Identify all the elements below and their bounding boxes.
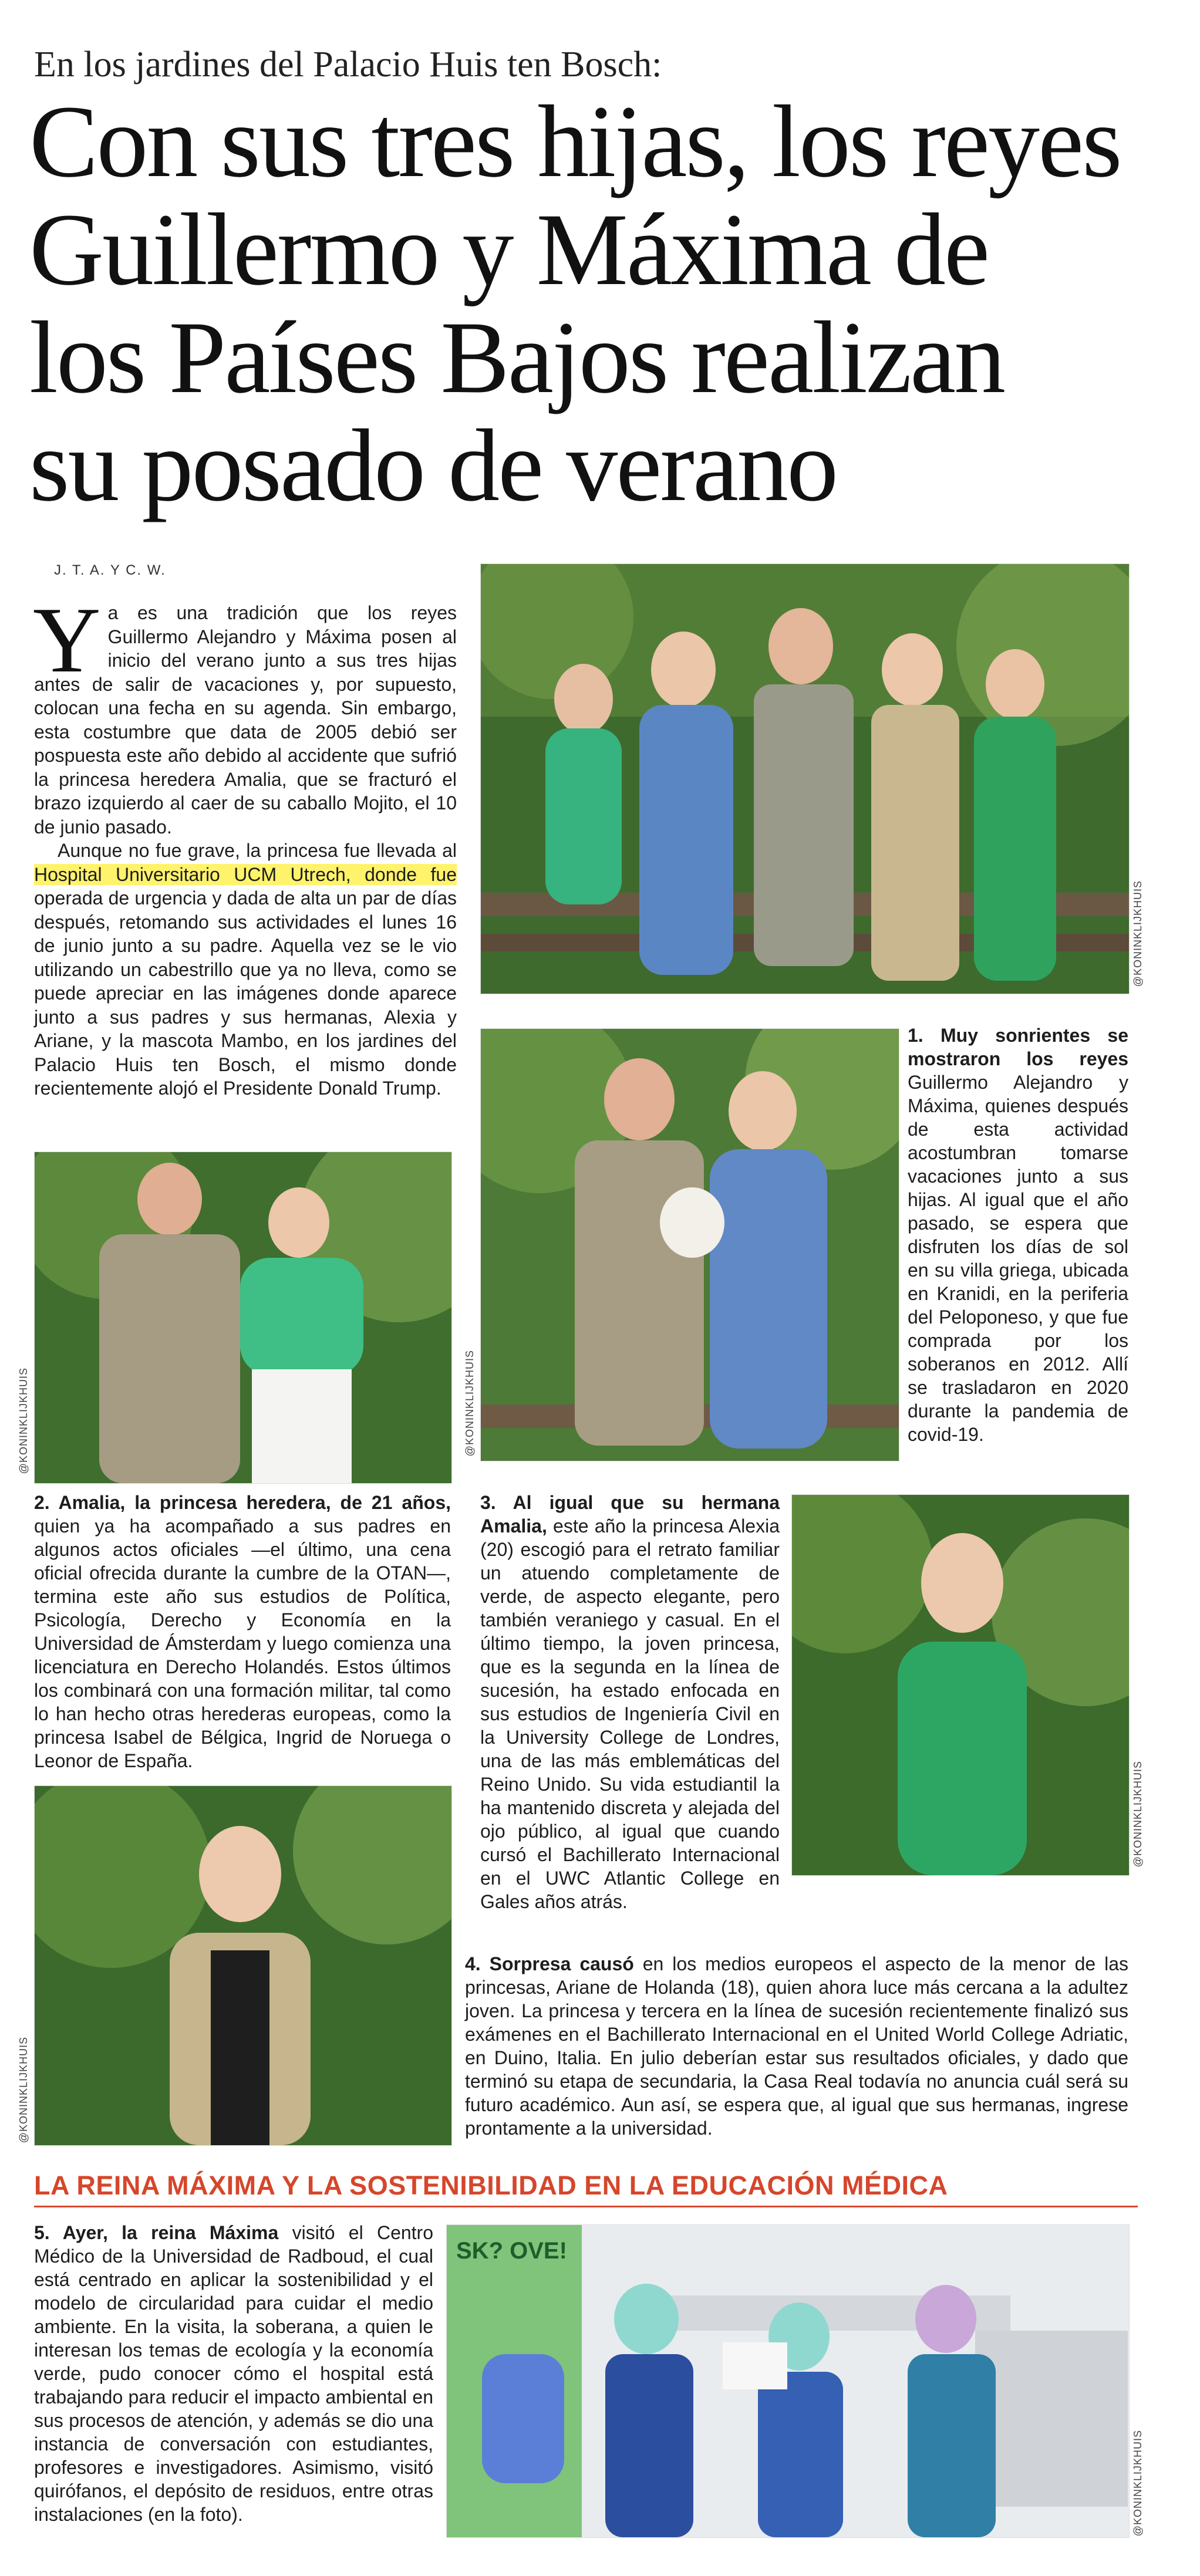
caption-4: 4. Sorpresa causó en los medios europeos el aspecto de la menor de las princesas, Ariane de Holanda (18), quien ahora luce más cercana a la adultez joven. La princesa y tercera en la línea de sucesión recientemente finalizó sus exámenes en el Bachillerato Internacional en el United World College Adriatic, en Duino, Italia. En julio deberían estar sus resultados oficiales, y dado que terminó su etapa de secundaria, la Casa Real todavía no anuncia cuál será su futuro académico. Aun así, se espera que, al igual que sus hermanas, ingrese prontamente a la universidad. (465, 1953, 1129, 2139)
ariane-photo (34, 1785, 452, 2146)
photo-credit-3: @KONINKLIJKHUIS (18, 1368, 29, 1474)
king-queen-photo (480, 1028, 899, 1461)
dropcap: Y (33, 588, 101, 692)
caption-5: 5. Ayer, la reina Máxima visitó el Centro Médico de la Universidad de Radboud, el cual está centrado en aplicar la sostenibilidad y el modelo de circularidad para cuidar el medio ambiente. En la visita, la soberana, a quien le interesan los temas de ecología y la economía verde, pudo conocer cómo el hospital está trabajando para reducir el impacto ambiental en sus procesos de atención, y además se dio una instancia de conversación con estudiantes, profesores e investigadores. Asimismo, visitó quirófanos, el depósito de residuos, entre otras instalaciones (en la foto). (34, 2222, 434, 2525)
headline (29, 85, 1157, 523)
byline: J. T. A. Y C. W. (54, 562, 166, 578)
section-title: LA REINA MÁXIMA Y LA SOSTENIBILIDAD EN LA EDUCACIÓN MÉDICA (34, 2170, 948, 2200)
photo-credit-1: @KONINKLIJKHUIS (1132, 880, 1144, 987)
kicker: En los jardines del Palacio Huis ten Bosch: (34, 45, 662, 85)
photo-credit-6: @KONINKLIJKHUIS (1132, 2430, 1144, 2537)
intro-paragraph-1: Ya es una tradición que los reyes Guillermo Alejandro y Máxima posen al inicio del verano junto a sus tres hijas antes de salir de vacaciones y, por supuesto, colocan una fecha en su agenda. Sin embargo, esta costumbre que data de 2005 debió ser pospuesta este año debido al accidente que sufrió la princesa heredera Amalia, que se fracturó el brazo izquierdo al caer de su caballo Mojito, el 10 de junio pasado. (33, 588, 457, 838)
headline-line-2: Guillermo y Máxima de (29, 193, 989, 307)
caption-1: 1. Muy sonrientes se mostraron los reyes Guillermo Alejandro y Máxima, quienes después de esta actividad acostumbran tomarse vacaciones junto a sus hijas. Al igual que el año pasado, se espera que disfruten los días de sol en su villa griega, ubicada en Kranidi, en la periferia del Peloponeso, y que fue comprada por los soberanos en 2012. Allí se trasladaron en 2020 durante la pandemia de covid-19. (908, 1025, 1128, 1445)
caption-2: 2. Amalia, la princesa heredera, de 21 años, quien ya ha acompañado a sus padres en algunos actos oficiales —el último, una cena oficial ofrecida durante la cumbre de la OTAN—, termina este año sus estudios de Política, Psicología, Derecho y Economía en la Universidad de Ámsterdam y luego comienza una licenciatura en Derecho Holandés. Estos últimos los combinará con una formación militar, tal como lo han hecho otras herederas europeas, como la princesa Isabel de Bélgica, Ingrid de Noruega o Leonor de España. (34, 1492, 451, 1771)
alexia-photo (791, 1494, 1130, 1876)
highlighted-text: Hospital Universitario UCM Utrech, donde fue (34, 863, 457, 885)
poster-text: SK? OVE! (456, 2238, 567, 2264)
hospital-visit-photo (446, 2224, 1130, 2538)
intro-text (33, 588, 457, 1100)
headline-line-1: Con sus tres hijas, los reyes (29, 85, 1121, 199)
family-portrait-photo (480, 563, 1130, 994)
photo-credit-5: @KONINKLIJKHUIS (18, 2037, 29, 2143)
headline-line-3: los Países Bajos realizan (29, 301, 1005, 415)
amalia-photo (34, 1152, 452, 1484)
photo-credit-2: @KONINKLIJKHUIS (464, 1350, 476, 1457)
intro-paragraph-2: Aunque no fue grave, la princesa fue llevada al Hospital Universitario UCM Utrech, donde fue operada de urgencia y dada de alta un par de días después, retomando sus actividades el lunes 16 de junio junto a su padre. Aquella vez se le vio utilizando un cabestrillo que ya no lleva, como se puede apreciar en las imágenes donde aparece junto a sus padres y sus hermanas, Alexia y Ariane, y la mascota Mambo, en los jardines del Palacio Huis ten Bosch, el mismo donde recientemente alojó el Presidente Donald Trump. (34, 840, 457, 1099)
caption-3: 3. Al igual que su hermana Amalia, este año la princesa Alexia (20) escogió para el retrato familiar un atuendo completamente de verde, de aspecto elegante, pero también veraniego y casual. En el último tiempo, la joven princesa, que es la segunda en la línea de sucesión, ha estado enfocada en sus estudios de Ingeniería Civil en la University College de Londres, una de las más emblemáticas del Reino Unido. Su vida estudiantil la ha mantenido discreta y alejada del ojo público, al igual que cuando cursó el Bachillerato Internacional en el UWC Atlantic College en Gales años atrás. (480, 1492, 780, 1912)
headline-line-4: su posado de verano (29, 408, 837, 523)
photo-credit-4: @KONINKLIJKHUIS (1132, 1761, 1144, 1868)
section-divider (34, 2206, 1138, 2207)
